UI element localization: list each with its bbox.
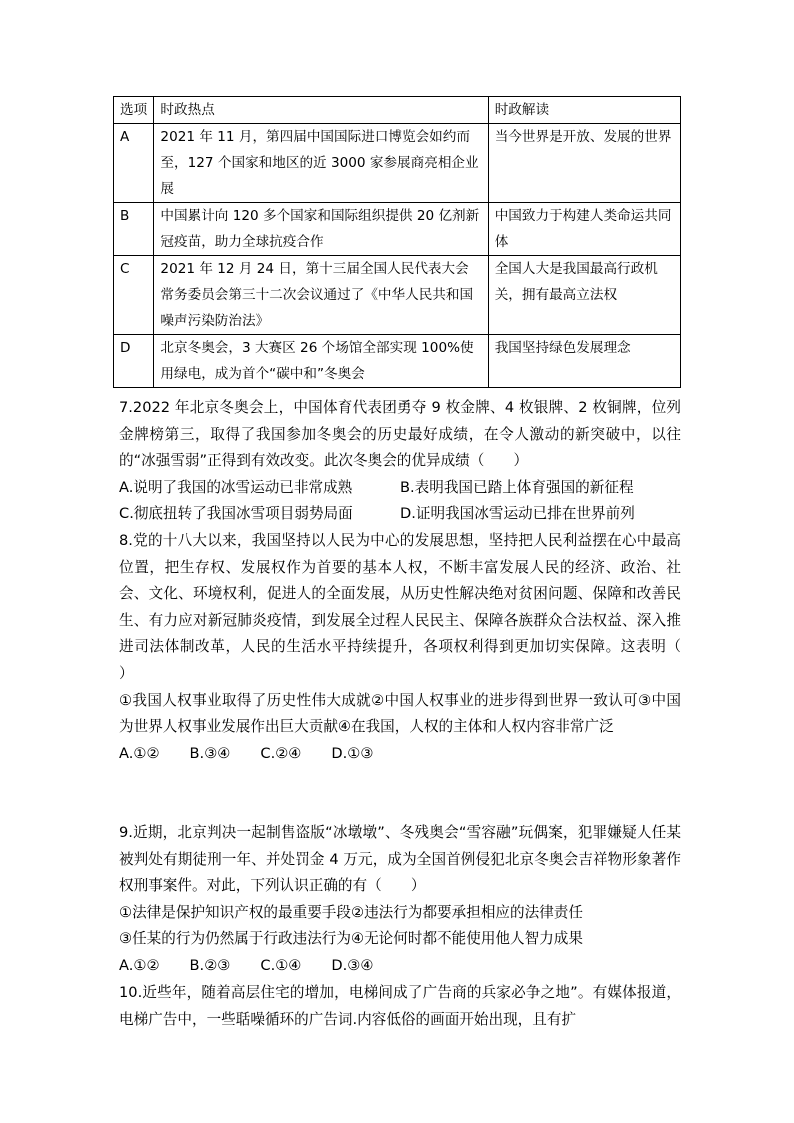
- question-9-statements-line-1: ①法律是保护知识产权的最重要手段②违法行为都要承担相应的法律责任: [119, 903, 583, 921]
- row-interpretation: 当今世界是开放、发展的世界: [488, 124, 680, 203]
- option-d: D.③④: [331, 956, 374, 974]
- row-interpretation: 我国坚持绿色发展理念: [488, 335, 680, 388]
- question-8-statements: ①我国人权事业取得了历史性伟大成就②中国人权事业的进步得到世界一致认可③中国为世界人权事业发展作出巨大贡献④在我国，人权的主体和人权内容非常广泛: [119, 691, 681, 736]
- row-option: B: [114, 203, 154, 256]
- option-b: B.②③: [189, 956, 231, 974]
- hotspot-table: [113, 96, 681, 388]
- header-interpretation: 时政解读: [488, 97, 680, 124]
- row-interpretation: 中国致力于构建人类命运共同体: [488, 203, 680, 256]
- question-7-options-row-2: [119, 501, 681, 528]
- option-d: D.①③: [331, 744, 374, 762]
- table-row: [114, 203, 681, 256]
- question-10: [119, 980, 681, 1033]
- question-9-statements-line-2: ③任某的行为仍然属于行政违法行为④无论何时都不能使用他人智力成果: [119, 930, 583, 948]
- option-a: A.①②: [119, 956, 160, 974]
- option-c: C.②④: [260, 744, 302, 762]
- table-row: [114, 124, 681, 203]
- option-d: D.证明我国冰雪运动已排在世界前列: [400, 505, 635, 523]
- option-c: C.①④: [260, 956, 302, 974]
- row-option: D: [114, 335, 154, 388]
- question-8-options: [119, 741, 681, 768]
- option-a: A.①②: [119, 744, 160, 762]
- header-option: 选项: [114, 97, 154, 124]
- option-b: B.表明我国已踏上体育强国的新征程: [400, 478, 634, 496]
- option-b: B.③④: [189, 744, 231, 762]
- question-7-options-row-1: [119, 475, 681, 502]
- row-hotspot: 北京冬奥会，3 大赛区 26 个场馆全部实现 100%使用绿电，成为首个“碳中和”冬奥会: [154, 335, 488, 388]
- question-7-stem: 7.2022 年北京冬奥会上，中国体育代表团勇夺 9 枚金牌、4 枚银牌、2 枚铜牌，位列金牌榜第三，取得了我国参加冬奥会的历史最好成绩，在令人激动的新突破中，以往的“冰强雪弱”正得到有效改变。此次冬奥会的优异成绩（ ）: [119, 399, 681, 470]
- row-option: A: [114, 124, 154, 203]
- question-9-stem: 9.近期，北京判决一起制售盗版“冰墩墩”、冬残奥会“雪容融”玩偶案，犯罪嫌疑人任某被判处有期徒刑一年、并处罚金 4 万元，成为全国首例侵犯北京冬奥会吉祥物形象著作权刑事案件。对此，下列认识正确的有（ ）: [119, 824, 681, 895]
- question-10-stem: 10.近些年，随着高层住宅的增加，电梯间成了广告商的兵家必争之地”。有媒体报道，电梯广告中，一些聒噪循环的广告词.内容低俗的画面开始出现，且有扩: [119, 984, 681, 1028]
- option-a: A.说明了我国的冰雪运动已非常成熟: [119, 478, 353, 496]
- question-9: [119, 820, 681, 980]
- row-hotspot: 中国累计向 120 多个国家和国际组织提供 20 亿剂新冠疫苗，助力全球抗疫合作: [154, 203, 488, 256]
- row-interpretation: 全国人大是我国最高行政机关，拥有最高立法权: [488, 256, 680, 335]
- table-row: [114, 256, 681, 335]
- row-option: C: [114, 256, 154, 335]
- row-hotspot: 2021 年 12 月 24 日，第十三届全国人民代表大会常务委员会第三十二次会议通过了《中华人民共和国噪声污染防治法》: [154, 256, 488, 335]
- question-8-stem: 8.党的十八大以来，我国坚持以人民为中心的发展思想，坚持把人民利益摆在心中最高位置，把生存权、发展权作为首要的基本人权，不断丰富发展人民的经济、政治、社会、文化、环境权利，促进人的全面发展，从历史性解决绝对贫困问题、保障和改善民生、有力应对新冠肺炎疫情，到发展全过程人民民主、保障各族群众合法权益、深入推进司法体制改革，人民的生活水平持续提升，各项权利得到更加切实保障。这表明（ ）: [119, 532, 711, 682]
- question-7: [119, 395, 681, 528]
- question-9-options: [119, 953, 681, 980]
- option-c: C.彻底扭转了我国冰雪项目弱势局面: [119, 505, 353, 523]
- table-header-row: [114, 97, 681, 124]
- row-hotspot: 2021 年 11 月，第四届中国国际进口博览会如约而至，127 个国家和地区的近 3000 家参展商亮相企业展: [154, 124, 488, 203]
- header-hotspot: 时政热点: [154, 97, 488, 124]
- table-row: [114, 335, 681, 388]
- question-8: [119, 528, 711, 767]
